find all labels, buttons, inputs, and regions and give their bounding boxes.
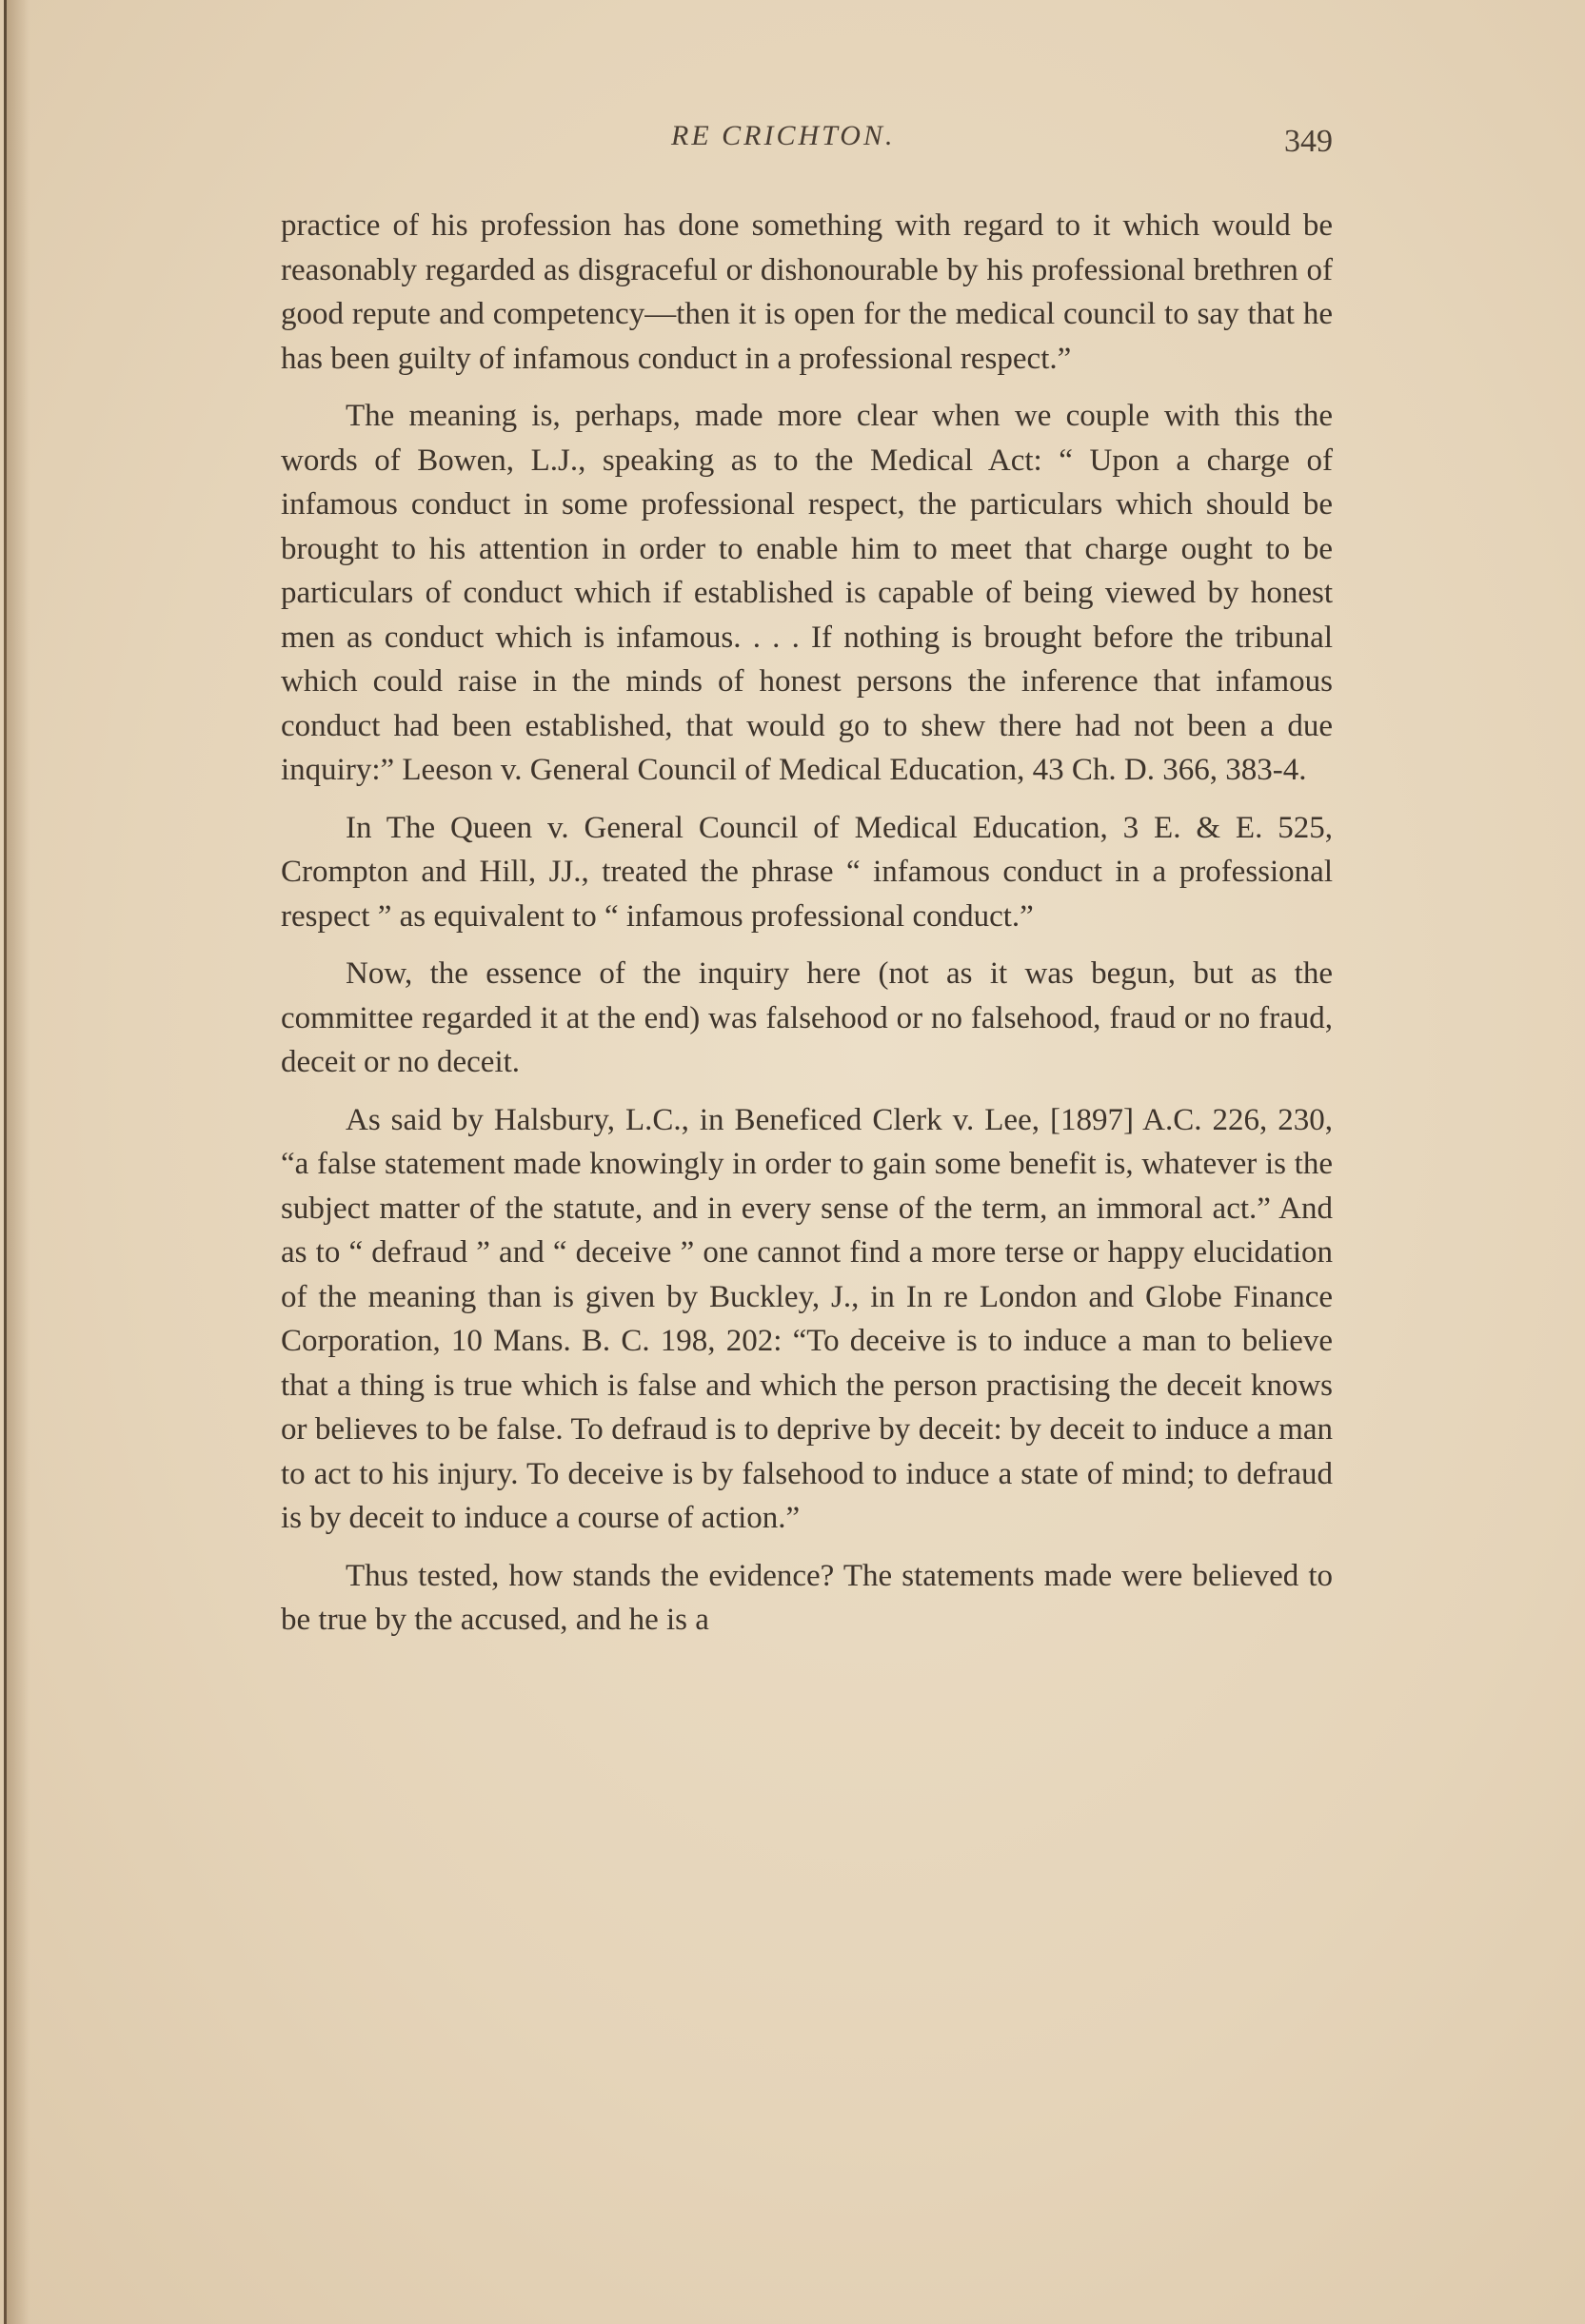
paragraph: In The Queen v. General Council of Medical Education, 3 E. & E. 525, Crompton and Hill, JJ., treated the phrase “ infamous conduct in a professional respect ” as equivalent to “ infamous professional conduct.”	[281, 810, 1333, 934]
binding-edge	[4, 0, 7, 2324]
paragraph: The meaning is, perhaps, made more clear when we couple with this the words of Bowen, L.J., speaking as to the Medical Act: “ Upon a charge of infamous conduct in some professional respect, the particulars which should be brought to his attention in order to enable him to meet that charge ought to be particulars of conduct which if established is capable of being viewed by honest men as conduct which is infamous. . . . If nothing is brought before the tribunal which could raise in the minds of honest persons the inference that infamous conduct had been established, that would go to shew there had not been a due inquiry:” Leeson v. General Council of Medical Education, 43 Ch. D. 366, 383-4.	[281, 399, 1333, 787]
paragraph: As said by Halsbury, L.C., in Beneficed Clerk v. Lee, [1897] A.C. 226, 230, “a false statement made knowingly in order to gain some benefit is, whatever is the subject matter of the statute, and in every sense of the term, an immoral act.” And as to “ defraud ” and “ deceive ” one cannot find a more terse or happy elucidation of the meaning than is given by Buckley, J., in In re London and Globe Finance Corporation, 10 Mans. B. C. 198, 202: “To deceive is to induce a man to believe that a thing is true which is false and which the person practising the deceit knows or believes to be false. To defraud is to deprive by deceit: by deceit to induce a man to act to his injury. To deceive is by falsehood to induce a state of mind; to defraud is by deceit to induce a course of action.”	[281, 1102, 1333, 1535]
paragraph-continuation: practice of his profession has done something with regard to it which would be reasonably regarded as disgraceful or dishonourable by his professional brethren of good repute and competency—then it is open for the medical council to say that he has been guilty of infamous conduct in a professional respect.”	[281, 208, 1333, 376]
running-head: RE CRICHTON.	[671, 120, 896, 151]
page-number: 349	[1284, 124, 1333, 159]
page-header	[281, 110, 1333, 167]
paragraph: Now, the essence of the inquiry here (not as it was begun, but as the committee regarded it at the end) was falsehood or no falsehood, fraud or no fraud, deceit or no deceit.	[281, 956, 1333, 1079]
gutter-shadow	[7, 0, 30, 2324]
paragraph: Thus tested, how stands the evidence? The statements made were believed to be true by the accused, and he is a	[281, 1558, 1333, 1637]
body-text	[281, 204, 1333, 1656]
